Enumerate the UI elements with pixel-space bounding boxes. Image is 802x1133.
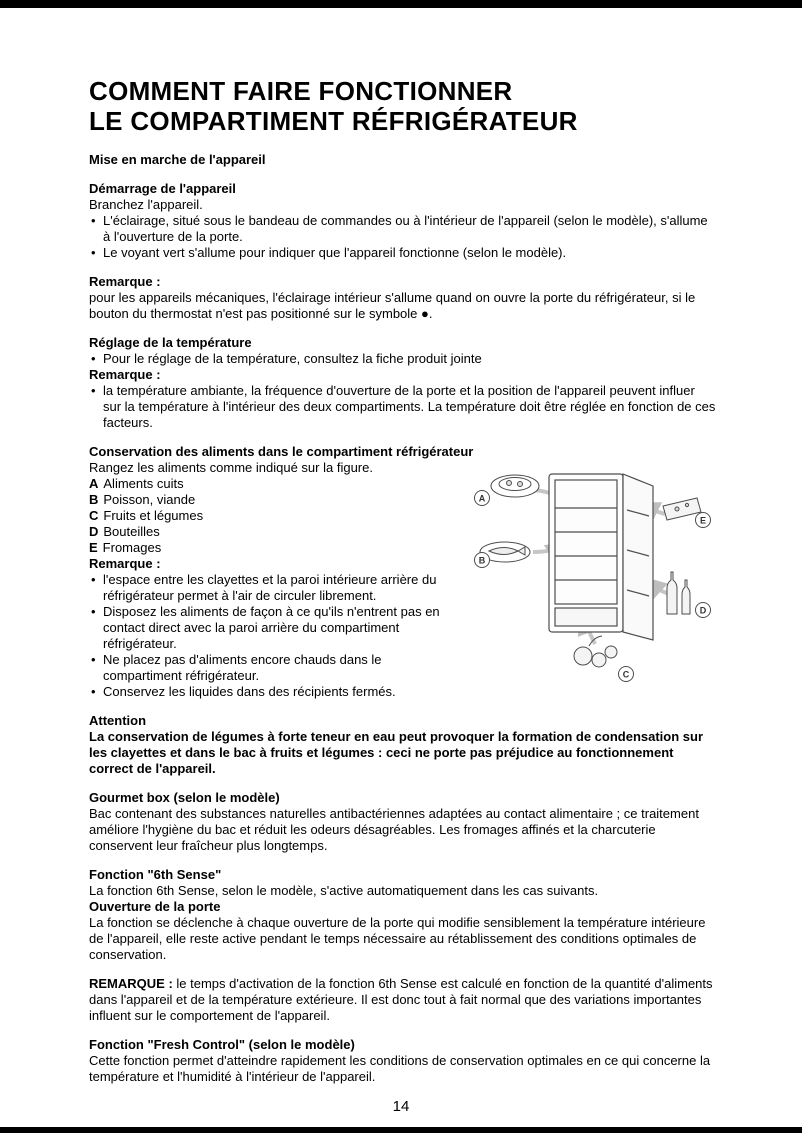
conservation-bullet-1	[89, 572, 716, 604]
conservation-bullet-2	[89, 604, 716, 652]
bullet-text: la température ambiante, la fréquence d'ouverture de la porte et la position de l'appareil peuvent influer sur la température à l'intérieur des deux compartiments. La température doit être réglée en fonction de ces facteurs.	[103, 383, 716, 430]
temperature-heading: Réglage de la température	[89, 335, 252, 350]
fresh-control-text: Cette fonction permet d'atteindre rapidement les conditions de conservation optimales en ce qui concerne la température et l'humidité à l'intérieur de l'appareil.	[89, 1053, 711, 1084]
remark-text: le temps d'activation de la fonction 6th Sense est calculé en fonction de la quantité d'aliments dans l'appareil et de la température extérieure. Il est donc tout à fait normal que des variations importantes influent sur le comportement de l'appareil.	[89, 976, 713, 1023]
demarrage-bullet-1	[89, 213, 716, 245]
remark-label: Remarque :	[89, 556, 161, 571]
page-number: 14	[392, 1098, 410, 1115]
section-conservation	[89, 444, 716, 700]
attention-text: La conservation de légumes à forte teneur en eau peut provoquer la formation de condensation sur les clayettes et dans le bac à fruits et légumes : ceci ne porte pas préjudice au fonctionnement correct de l'appareil.	[89, 729, 704, 776]
legend-text: Aliments cuits	[103, 476, 184, 491]
section-gourmet-box	[89, 790, 716, 854]
legend-letter: D	[89, 524, 99, 539]
legend-text: Poisson, viande	[103, 492, 196, 507]
bullet-text: Ne placez pas d'aliments encore chauds dans le compartiment réfrigérateur.	[103, 652, 382, 683]
figure-label-d: D	[699, 605, 707, 616]
bullet-text: Disposez les aliments de façon à ce qu'ils n'entrent pas en contact direct avec la paroi arrière du compartiment réfrigérateur.	[103, 604, 440, 651]
gourmet-text: Bac contenant des substances naturelles antibactériennes adaptées au contact alimentaire ; ce traitement améliore l'hygiène du bac et réduit les odeurs désagréables. Les fromages affinés et la charcuterie conservent leur fraîcheur plus longtemps.	[89, 806, 699, 853]
figure-label-b: B	[478, 555, 486, 566]
bullet-text: l'espace entre les clayettes et la paroi intérieure arrière du réfrigérateur permet à l'air de circuler librement.	[103, 572, 437, 603]
bullet-text: Le voyant vert s'allume pour indiquer que l'appareil fonctionne (selon le modèle).	[103, 245, 567, 260]
legend-text: Fromages	[102, 540, 162, 555]
conservation-intro: Rangez les aliments comme indiqué sur la figure.	[89, 460, 373, 475]
section-remarque-6th-sense	[89, 976, 716, 1024]
door-opening-heading: Ouverture de la porte	[89, 899, 221, 914]
figure-label-c: C	[622, 669, 630, 680]
section-fresh-control	[89, 1037, 716, 1085]
legend-text: Bouteilles	[103, 524, 160, 539]
figure-label-a: A	[478, 493, 486, 504]
title-line-1: COMMENT FAIRE FONCTIONNER	[89, 76, 513, 106]
conservation-heading: Conservation des aliments dans le compartiment réfrigérateur	[89, 444, 474, 459]
section-demarrage	[89, 181, 716, 261]
temperature-bullet-2	[89, 383, 716, 431]
legend-letter: E	[89, 540, 98, 555]
subsection-heading-demarrage: Démarrage de l'appareil	[89, 181, 236, 196]
conservation-bullet-3	[89, 652, 716, 684]
temperature-bullet-1	[89, 351, 716, 367]
section-remarque-1	[89, 274, 716, 322]
legend-letter: C	[89, 508, 99, 523]
gourmet-heading: Gourmet box (selon le modèle)	[89, 790, 280, 805]
page-title	[89, 76, 716, 136]
bullet-text: Conservez les liquides dans des récipients fermés.	[103, 684, 396, 699]
conservation-bullet-4	[89, 684, 716, 700]
attention-heading: Attention	[89, 713, 147, 728]
top-border-bar	[0, 0, 802, 8]
remark-text: pour les appareils mécaniques, l'éclairage intérieur s'allume quand on ouvre la porte du réfrigérateur, si le bouton du thermostat n'est pas positionné sur le symbole ●.	[89, 290, 696, 321]
bullet-text: Pour le réglage de la température, consultez la fiche produit jointe	[103, 351, 482, 366]
fresh-control-heading: Fonction "Fresh Control" (selon le modèle)	[89, 1037, 355, 1052]
title-line-2: LE COMPARTIMENT RÉFRIGÉRATEUR	[89, 106, 578, 136]
sixth-sense-text: La fonction 6th Sense, selon le modèle, s'active automatiquement dans les cas suivants.	[89, 883, 599, 898]
legend-letter: A	[89, 476, 99, 491]
remark-label: Remarque :	[89, 274, 161, 289]
sixth-sense-heading: Fonction "6th Sense"	[89, 867, 222, 882]
remark-paragraph	[89, 976, 716, 1024]
figure-label-e: E	[699, 515, 707, 526]
section-attention	[89, 713, 716, 777]
bottom-border-bar	[0, 1127, 802, 1133]
page-content	[89, 76, 716, 1085]
section-6th-sense	[89, 867, 716, 963]
door-opening-text: La fonction se déclenche à chaque ouverture de la porte qui modifie sensiblement la température intérieure de l'appareil, elle reste active pendant le temps nécessaire au rétablissement des conditions optimales de conservation.	[89, 915, 706, 962]
legend-text: Fruits et légumes	[103, 508, 204, 523]
section-reglage-temperature	[89, 335, 716, 431]
remark-label: REMARQUE :	[89, 976, 173, 991]
remark-label: Remarque :	[89, 367, 161, 382]
legend-letter: B	[89, 492, 99, 507]
section-heading-startup: Mise en marche de l'appareil	[89, 152, 266, 167]
demarrage-intro: Branchez l'appareil.	[89, 197, 203, 212]
bullet-text: L'éclairage, situé sous le bandeau de commandes ou à l'intérieur de l'appareil (selon le modèle), s'allume à l'ouverture de la porte.	[103, 213, 708, 244]
demarrage-bullet-2	[89, 245, 716, 261]
